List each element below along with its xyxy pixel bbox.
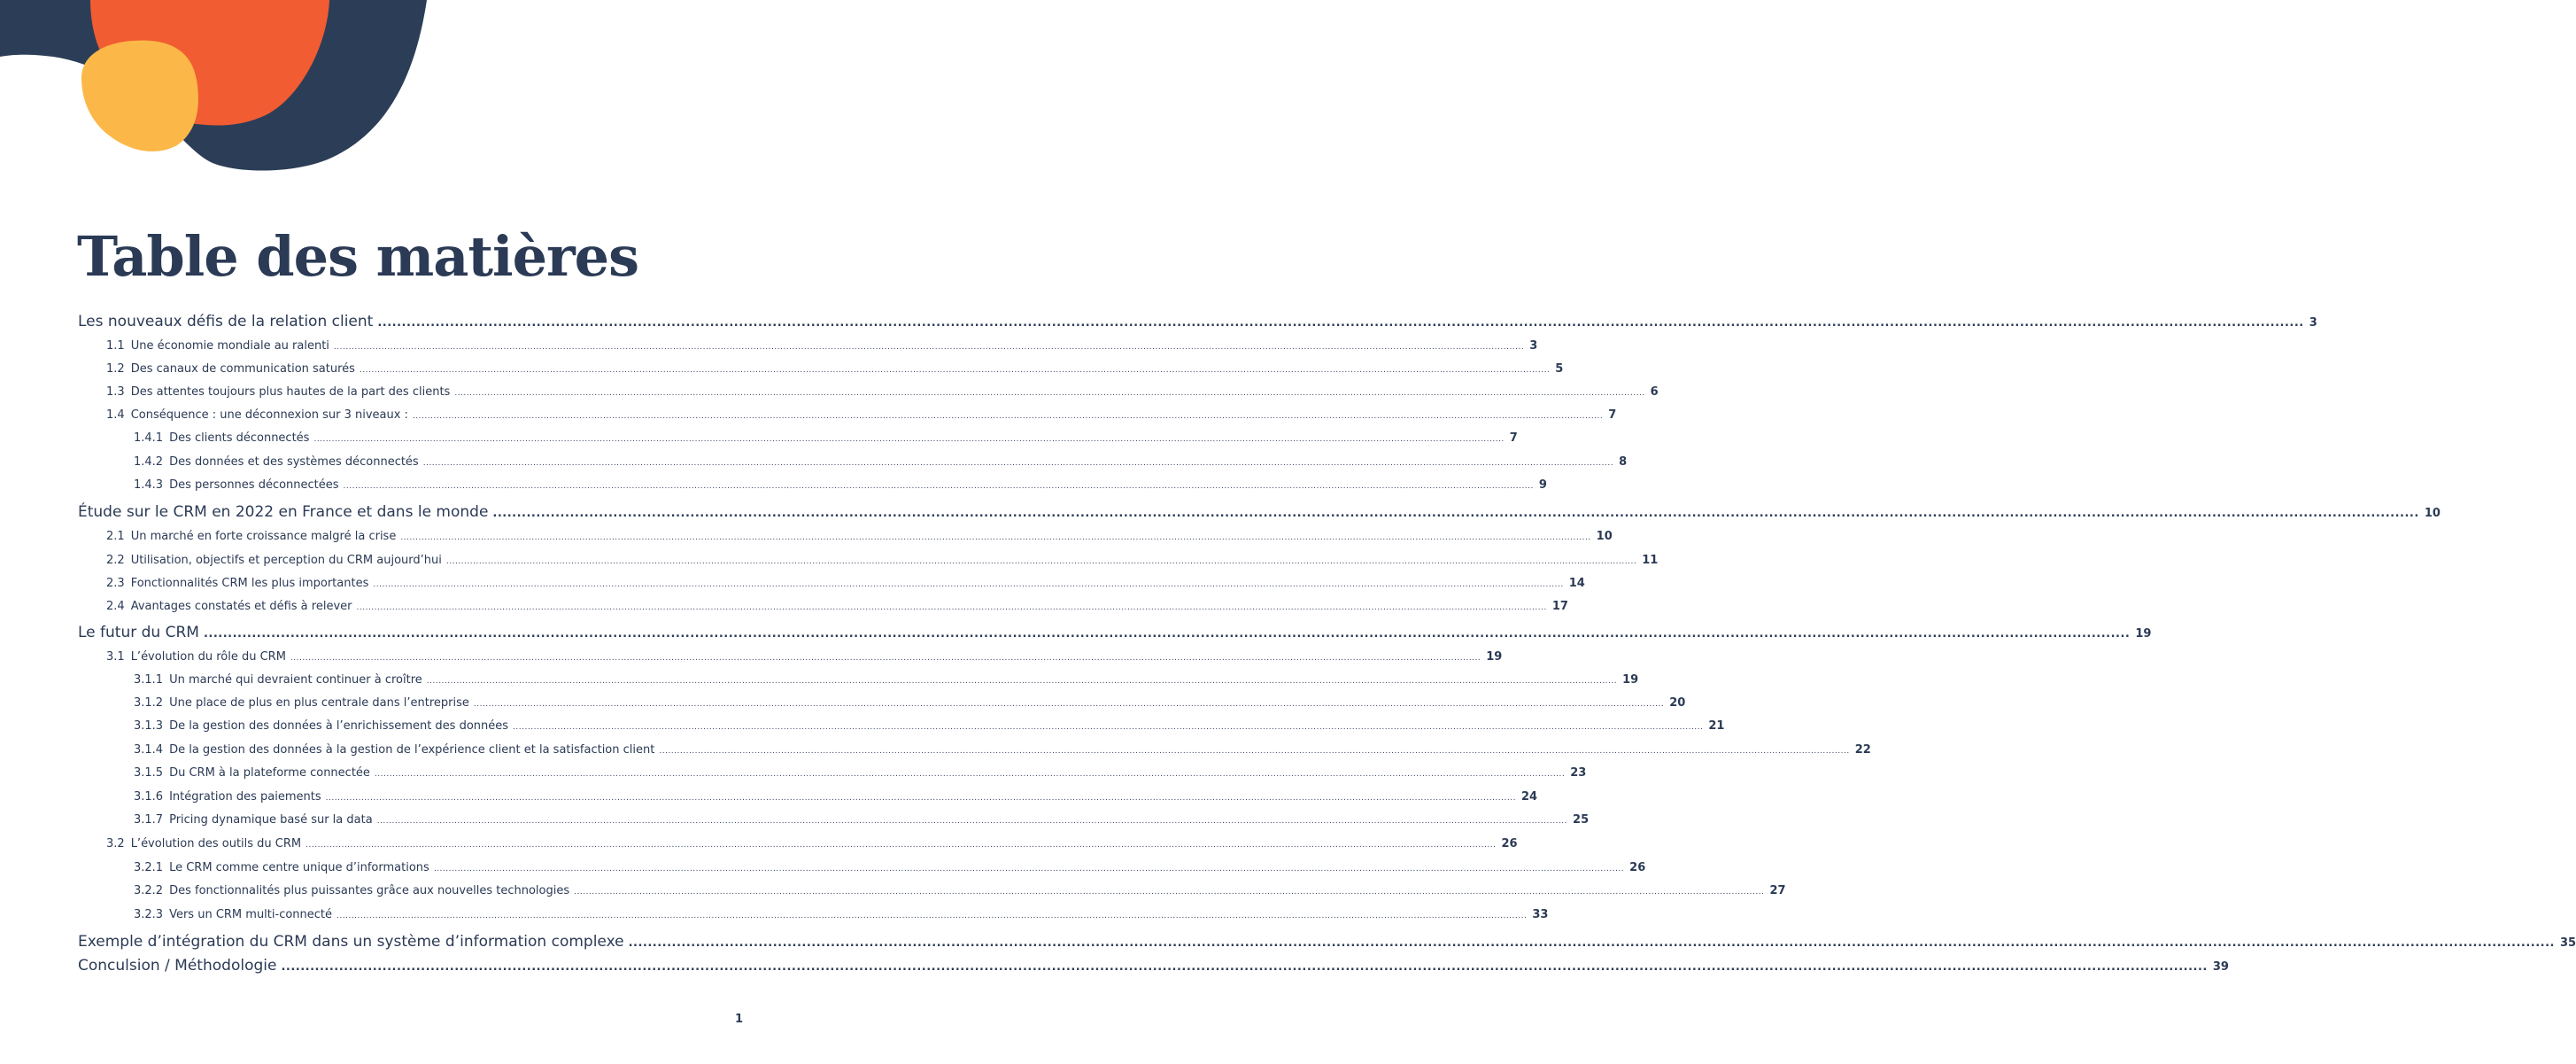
toc-entry-page: 14 xyxy=(1568,577,1585,590)
toc-dot-leader: ................................................................................................................................................................................................................................................................................................................................................................................................................ xyxy=(306,841,1497,850)
toc-dot-leader: ................................................................................................................................................................................................................................................................................................................................................................................................................ xyxy=(513,723,1704,732)
toc-entry-title: Des fonctionnalités plus puissantes grâce aux nouvelles technologies xyxy=(169,884,570,897)
toc-entry-page: 10 xyxy=(2424,507,2441,520)
toc-entry[interactable] xyxy=(134,743,1871,757)
toc-entry-title: Le CRM comme centre unique d’informations xyxy=(169,861,429,874)
toc-entry-title: Le futur du CRM xyxy=(78,624,199,641)
toc-entry-title: Des personnes déconnectées xyxy=(169,478,339,492)
toc-dot-leader: ................................................................................................................................................................................................................................................................................................................................................................................................................ xyxy=(412,412,1604,421)
toc-entry[interactable] xyxy=(106,600,1568,613)
toc-entry[interactable] xyxy=(78,933,2576,951)
toc-dot-leader: ................................................................................................................................................................................................................................................................................................................................................................................................................ xyxy=(290,654,1481,663)
toc-entry-title: De la gestion des données à la gestion de l’expérience client et la satisfaction client xyxy=(169,743,655,757)
toc-entry-page: 33 xyxy=(1532,908,1549,921)
toc-dot-leader: ................................................................................................................................................................................................................................................................................................................................................................................................................ xyxy=(337,912,1528,920)
toc-entry-page: 5 xyxy=(1555,362,1564,376)
toc-entry-page: 35 xyxy=(2559,936,2576,950)
toc-entry[interactable] xyxy=(106,530,1613,543)
toc-entry-number: 3.1.6 xyxy=(134,790,164,804)
toc-entry-page: 19 xyxy=(1486,650,1503,664)
toc-entry-title: Un marché en forte croissance malgré la crise xyxy=(130,530,397,543)
toc-entry-title: Fonctionnalités CRM les plus importantes xyxy=(130,577,369,590)
toc-entry-number: 3.2.3 xyxy=(134,908,164,921)
toc-entry-title: Une place de plus en plus centrale dans l’entreprise xyxy=(169,696,469,710)
toc-entry-title: Exemple d’intégration du CRM dans un système d’information complexe xyxy=(78,933,624,951)
toc-dot-leader: ................................................................................................................................................................................................................................................................................................................................................................................................................ xyxy=(313,435,1505,444)
toc-entry-number: 2.3 xyxy=(106,577,125,590)
toc-entry-number: 1.2 xyxy=(106,362,125,376)
toc-entry-page: 11 xyxy=(1642,554,1659,567)
toc-entry-page: 10 xyxy=(1596,530,1613,543)
toc-entry[interactable] xyxy=(78,503,2441,521)
toc-entry-number: 3.1.7 xyxy=(134,813,164,827)
toc-entry-title: L’évolution du rôle du CRM xyxy=(130,650,286,664)
toc-dot-leader: ................................................................................................................................................................................................................................................................................................................................................................................................................ xyxy=(376,817,1568,826)
toc-entry-number: 1.4.3 xyxy=(134,478,164,492)
toc-dot-leader: ................................................................................................................................................................................................................................................................................................................................................................................................................ xyxy=(422,459,1614,468)
decorative-blob-shapes xyxy=(0,0,460,177)
toc-dot-leader: ................................................................................................................................................................................................................................................................................................................................................................................................................ xyxy=(281,960,2208,974)
toc-entry[interactable] xyxy=(134,790,1538,804)
toc-entry-page: 17 xyxy=(1551,600,1568,613)
toc-entry[interactable] xyxy=(78,313,2317,330)
toc-dot-leader: ................................................................................................................................................................................................................................................................................................................................................................................................................ xyxy=(400,533,1591,542)
toc-entry[interactable] xyxy=(134,813,1590,827)
toc-entry-number: 1.3 xyxy=(106,385,125,399)
toc-dot-leader: ................................................................................................................................................................................................................................................................................................................................................................................................................ xyxy=(343,482,1534,491)
toc-dot-leader: ................................................................................................................................................................................................................................................................................................................................................................................................................ xyxy=(659,747,1850,756)
toc-entry-title: Utilisation, objectifs et perception du CRM aujourd’hui xyxy=(130,554,442,567)
toc-entry-page: 7 xyxy=(1608,408,1617,422)
toc-entry[interactable] xyxy=(134,431,1518,445)
toc-entry-title: Étude sur le CRM en 2022 en France et dans le monde xyxy=(78,503,489,521)
toc-entry-page: 22 xyxy=(1854,743,1871,757)
toc-entry-title: Conculsion / Méthodologie xyxy=(78,957,277,975)
toc-entry-page: 3 xyxy=(2309,316,2317,330)
toc-dot-leader: ................................................................................................................................................................................................................................................................................................................................................................................................................ xyxy=(445,557,1637,566)
toc-dot-leader: ................................................................................................................................................................................................................................................................................................................................................................................................................ xyxy=(473,700,1665,709)
toc-entry-number: 3.1.4 xyxy=(134,743,164,757)
toc-entry-number: 3.1 xyxy=(106,650,125,664)
toc-entry[interactable] xyxy=(106,554,1659,567)
toc-entry-page: 23 xyxy=(1570,766,1587,780)
toc-dot-leader: ................................................................................................................................................................................................................................................................................................................................................................................................................ xyxy=(377,316,2304,330)
toc-entry-number: 3.2 xyxy=(106,837,125,850)
toc-dot-leader: ................................................................................................................................................................................................................................................................................................................................................................................................................ xyxy=(492,507,2419,520)
toc-entry-number: 3.1.1 xyxy=(134,673,164,687)
toc-entry[interactable] xyxy=(106,385,1659,399)
toc-entry-page: 27 xyxy=(1769,884,1786,897)
toc-entry[interactable] xyxy=(134,478,1547,492)
toc-entry-title: Du CRM à la plateforme connectée xyxy=(169,766,370,780)
page-title: Table des matières xyxy=(77,224,639,289)
toc-dot-leader: ................................................................................................................................................................................................................................................................................................................................................................................................................ xyxy=(433,865,1625,874)
toc-entry[interactable] xyxy=(134,908,1549,921)
toc-entry-page: 6 xyxy=(1650,385,1659,399)
toc-entry-title: Une économie mondiale au ralenti xyxy=(130,339,329,353)
toc-entry[interactable] xyxy=(106,408,1617,422)
toc-dot-leader: ................................................................................................................................................................................................................................................................................................................................................................................................................ xyxy=(628,936,2555,950)
toc-entry-page: 24 xyxy=(1520,790,1538,804)
toc-entry-page: 21 xyxy=(1708,719,1725,733)
toc-entry[interactable] xyxy=(106,339,1538,353)
toc-entry-title: De la gestion des données à l’enrichissement des données xyxy=(169,719,509,733)
toc-entry[interactable] xyxy=(106,577,1585,590)
toc-entry-page: 19 xyxy=(1622,673,1639,687)
toc-entry-page: 25 xyxy=(1573,813,1590,827)
toc-entry-number: 1.4.2 xyxy=(134,455,164,469)
toc-dot-leader: ................................................................................................................................................................................................................................................................................................................................................................................................................ xyxy=(359,366,1551,375)
toc-entry-number: 1.1 xyxy=(106,339,125,353)
toc-dot-leader: ................................................................................................................................................................................................................................................................................................................................................................................................................ xyxy=(325,794,1516,803)
toc-entry[interactable] xyxy=(134,861,1646,874)
toc-entry-title: Des canaux de communication saturés xyxy=(130,362,355,376)
toc-entry-number: 3.1.3 xyxy=(134,719,164,733)
toc-entry[interactable] xyxy=(134,766,1587,780)
toc-entry[interactable] xyxy=(106,650,1503,664)
toc-entry[interactable] xyxy=(78,624,2152,641)
toc-entry-number: 2.2 xyxy=(106,554,125,567)
toc-dot-leader: ................................................................................................................................................................................................................................................................................................................................................................................................................ xyxy=(333,343,1525,352)
yellow-blob xyxy=(81,41,198,151)
toc-entry-number: 1.4.1 xyxy=(134,431,164,445)
toc-entry-title: Pricing dynamique basé sur la data xyxy=(169,813,373,827)
toc-entry-title: Des attentes toujours plus hautes de la part des clients xyxy=(130,385,451,399)
toc-entry-page: 26 xyxy=(1501,837,1518,850)
toc-entry-title: Vers un CRM multi-connecté xyxy=(169,908,333,921)
toc-entry[interactable] xyxy=(78,957,2229,975)
toc-entry-page: 20 xyxy=(1669,696,1686,710)
toc-entry-number: 3.1.2 xyxy=(134,696,164,710)
toc-entry-page: 26 xyxy=(1629,861,1646,874)
toc-entry-title: Conséquence : une déconnexion sur 3 niveaux : xyxy=(130,408,408,422)
toc-entry-title: Les nouveaux défis de la relation client xyxy=(78,313,374,330)
toc-entry-title: Intégration des paiements xyxy=(169,790,321,804)
toc-entry-page: 9 xyxy=(1538,478,1547,492)
toc-dot-leader: ................................................................................................................................................................................................................................................................................................................................................................................................................ xyxy=(374,770,1566,779)
toc-entry-page: 7 xyxy=(1509,431,1518,445)
toc-entry[interactable] xyxy=(134,673,1639,687)
toc-entry-number: 2.1 xyxy=(106,530,125,543)
toc-entry[interactable] xyxy=(134,884,1786,897)
toc-dot-leader: ................................................................................................................................................................................................................................................................................................................................................................................................................ xyxy=(373,580,1564,589)
toc-entry-number: 3.1.5 xyxy=(134,766,164,780)
toc-entry-page: 3 xyxy=(1529,339,1538,353)
toc-entry-number: 2.4 xyxy=(106,600,125,613)
toc-entry-title: Un marché qui devraient continuer à croître xyxy=(169,673,422,687)
toc-entry-page: 8 xyxy=(1619,455,1628,469)
toc-entry[interactable] xyxy=(106,837,1518,850)
toc-dot-leader: ................................................................................................................................................................................................................................................................................................................................................................................................................ xyxy=(574,888,1765,897)
toc-dot-leader: ................................................................................................................................................................................................................................................................................................................................................................................................................ xyxy=(203,627,2131,641)
toc-entry[interactable] xyxy=(134,455,1628,469)
toc-entry-number: 3.2.1 xyxy=(134,861,164,874)
toc-dot-leader: ................................................................................................................................................................................................................................................................................................................................................................................................................ xyxy=(454,389,1645,398)
toc-entry-title: Des clients déconnectés xyxy=(169,431,310,445)
toc-entry-title: L’évolution des outils du CRM xyxy=(130,837,302,850)
toc-dot-leader: ................................................................................................................................................................................................................................................................................................................................................................................................................ xyxy=(356,603,1547,612)
toc-entry-title: Des données et des systèmes déconnectés xyxy=(169,455,419,469)
toc-entry-page: 39 xyxy=(2212,960,2229,974)
toc-entry-title: Avantages constatés et défis à relever xyxy=(130,600,352,613)
toc-entry-number: 1.4 xyxy=(106,408,125,422)
toc-entry-number: 3.2.2 xyxy=(134,884,164,897)
page-number: 1 xyxy=(735,1013,744,1026)
toc-entry-page: 19 xyxy=(2135,627,2152,641)
toc-dot-leader: ................................................................................................................................................................................................................................................................................................................................................................................................................ xyxy=(426,677,1618,686)
toc-entry[interactable] xyxy=(106,362,1564,376)
toc-entry[interactable] xyxy=(134,719,1725,733)
toc-entry[interactable] xyxy=(134,696,1686,710)
